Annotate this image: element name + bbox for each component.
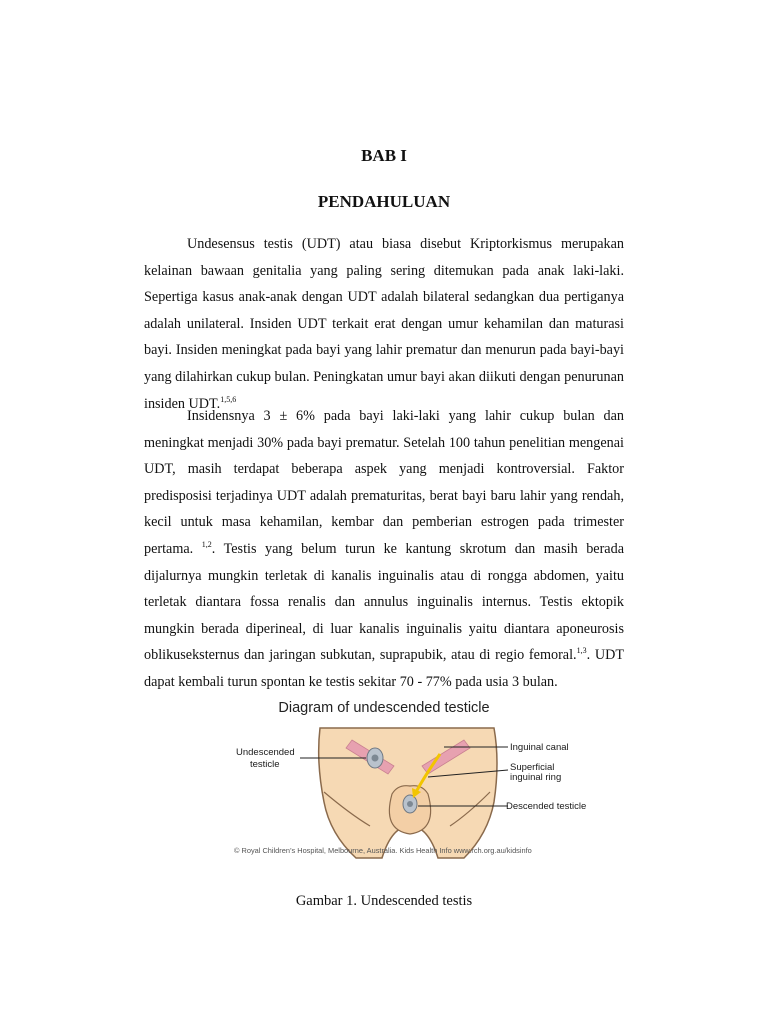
paragraph-1 xyxy=(144,231,624,417)
label-superficial-2: inguinal ring xyxy=(510,772,562,783)
figure-title: Diagram of undescended testicle xyxy=(278,700,490,716)
figure-credit: © Royal Children’s Hospital, Melbourne, Australia. Kids Health Info www.rch.org.au/kidsinfo xyxy=(234,846,532,855)
paragraph-1-text: Undesensus testis (UDT) atau biasa disebut Kriptorkismus merupakan kelainan bawaan genitalia yang paling sering ditemukan pada anak laki-laki. Sepertiga kasus anak-anak dengan UDT adalah bilateral sedangkan dua pertiganya adalah unilateral. Insiden UDT terkait erat dengan umur kehamilan dan maturasi bayi. Insiden meningkat pada bayi yang lahir prematur dan menurun pada bayi-bayi yang dilahirkan cukup bulan. Peningkatan umur bayi akan diikuti dengan penurunan insiden UDT. xyxy=(144,236,624,412)
label-inguinal-canal: Inguinal canal xyxy=(510,742,569,753)
chapter-title: PENDAHULUAN xyxy=(317,192,451,211)
label-descended: Descended testicle xyxy=(506,801,587,812)
paragraph-2-part2: . Testis yang belum turun ke kantung skrotum dan masih berada dijalurnya mungkin terletak di kanalis inguinalis atau di rongga abdomen, yaitu terletak diantara fossa renalis dan annulus inguinalis internus. Testis ektopik mungkin berada diperineal, di luar kanalis inguinalis yaitu diantara aponeurosis oblikuseksternus dan jaringan subkutan, suprapubik, atau di regio femoral. xyxy=(144,540,624,664)
citation-1: 1,5,6 xyxy=(220,394,237,404)
paragraph-2 xyxy=(144,403,624,696)
label-superficial-1: Superficial xyxy=(510,762,555,773)
paragraph-2-part3: . UDT dapat kembali turun spontan ke testis sekitar 70 - 77% pada usia 3 bulan. xyxy=(144,647,624,690)
paragraph-2-part1: Insidensnya 3 ± 6% pada bayi laki-laki yang lahir cukup bulan dan meningkat menjadi 30% pada bayi prematur. Setelah 100 tahun penelitian mengenai UDT, masih terdapat beberapa aspek yang menjadi kontroversial. Faktor predisposisi terjadinya UDT adalah prematuritas, berat bayi baru lahir yang rendah, kecil untuk masa kehamilan, kembar dan pemberian estrogen pada trimester pertama. xyxy=(144,408,624,557)
chapter-number: BAB I xyxy=(361,146,407,165)
undescended-testicle-diagram xyxy=(232,722,594,862)
citation-3: 1,3 xyxy=(576,646,587,656)
label-undescended-1: Undescended xyxy=(236,747,295,758)
citation-2: 1,2 xyxy=(201,539,212,549)
label-undescended-2: testicle xyxy=(250,759,280,770)
figure-caption: Gambar 1. Undescended testis xyxy=(295,893,473,909)
